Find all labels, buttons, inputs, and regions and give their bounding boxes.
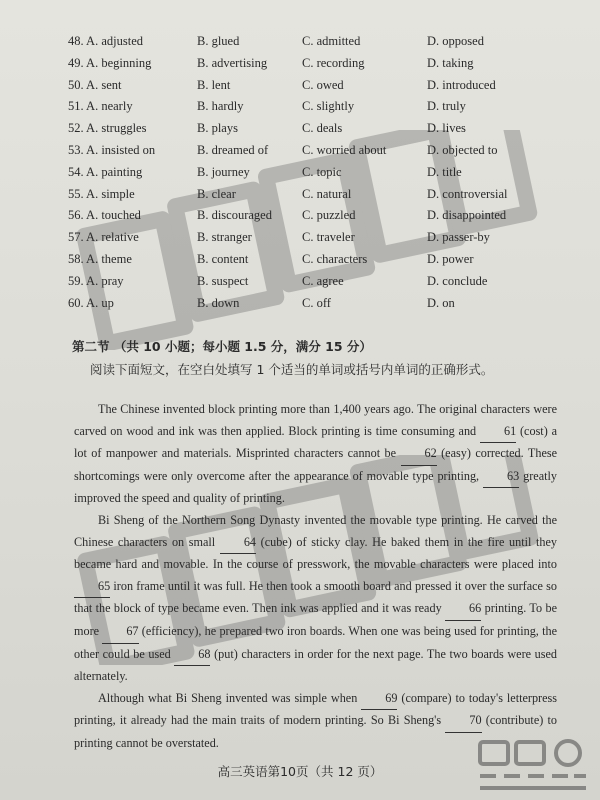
option-b: B. suspect: [197, 273, 249, 288]
option-d: D. truly: [427, 99, 466, 114]
passage-text: (put) characters in order for the next page. The two boards were used alternately.: [74, 646, 557, 684]
option-c: C. agree: [302, 273, 344, 288]
blank-67: 67: [102, 621, 138, 644]
option-a: 54. A. painting: [68, 164, 143, 179]
option-row-48: [68, 31, 568, 53]
option-b: B. discouraged: [197, 208, 272, 223]
option-row-55: [68, 184, 568, 206]
option-b: B. hardly: [197, 99, 244, 114]
option-row-59: [68, 271, 568, 293]
option-c: C. recording: [302, 55, 365, 70]
option-b: B. dreamed of: [197, 142, 269, 157]
option-b: B. glued: [197, 34, 240, 48]
option-b: B. lent: [197, 77, 231, 92]
option-row-56: [68, 205, 568, 227]
option-a: 55. A. simple: [68, 186, 135, 201]
passage-text: (contribute) to printing cannot be overstated.: [74, 713, 558, 750]
option-d: D. conclude: [427, 273, 488, 288]
option-b: B. journey: [197, 164, 250, 179]
blank-68: 68: [174, 644, 210, 667]
option-row-53: [68, 140, 568, 162]
page-footer: 高三英语第10页（共 12 页）: [217, 764, 383, 779]
option-b: B. plays: [197, 121, 238, 136]
option-d: D. disappointed: [427, 208, 507, 223]
passage-text: (efficiency), he prepared two iron boards. When one was being used for printing, the other could be used: [74, 623, 558, 661]
option-a: 52. A. struggles: [68, 121, 147, 136]
option-d: D. power: [427, 251, 474, 266]
option-c: C. topic: [302, 164, 342, 179]
option-b: B. stranger: [197, 230, 252, 245]
options-list: [68, 31, 568, 314]
passage-text: (compare) to today's letterpress printing, it already had the main traits of modern printing. So Bi Sheng's: [74, 690, 557, 728]
passage-paragraph-1: [74, 399, 557, 510]
option-c: C. characters: [302, 251, 368, 266]
option-a: 57. A. relative: [68, 230, 139, 245]
option-row-54: [68, 162, 568, 184]
option-d: D. lives: [427, 121, 466, 136]
option-a: 48. A. adjusted: [68, 34, 143, 48]
passage-text: greatly improved the speed and quality of printing.: [74, 468, 557, 506]
option-d: D. taking: [427, 55, 474, 70]
option-row-51: [68, 96, 568, 118]
passage-text: iron frame until it was full. He then took a smooth board and pressed it over the surface so that the block of type became even. Then ink was applied and it was ready: [74, 578, 557, 616]
blank-62: 62: [401, 443, 437, 466]
passage-text: (cube) of sticky clay. He baked them in the fire until they became hard and movable. In the course of presswork, the movable characters were placed into: [74, 534, 557, 572]
option-row-60: [68, 293, 568, 315]
option-row-50: [68, 75, 568, 97]
option-c: C. puzzled: [302, 208, 356, 223]
option-a: 50. A. sent: [68, 77, 122, 92]
passage-text: Although what Bi Sheng invented was simple when: [98, 690, 362, 705]
option-c: C. traveler: [302, 230, 355, 245]
option-c: C. off: [302, 295, 331, 310]
option-row-49: [68, 53, 568, 75]
option-a: 53. A. insisted on: [68, 142, 156, 157]
option-c: C. slightly: [302, 99, 355, 114]
option-d: D. controversial: [427, 186, 508, 201]
blank-63: 63: [483, 466, 519, 489]
option-d: D. on: [427, 295, 455, 310]
option-d: D. title: [427, 164, 462, 179]
option-b: B. content: [197, 251, 249, 266]
option-c: C. natural: [302, 186, 352, 201]
mxqe-logo: [474, 736, 592, 796]
section-heading: 第二节 （共 10 小题；每小题 1.5 分，满分 15 分）: [72, 339, 372, 354]
passage-paragraph-2: [74, 510, 557, 688]
reading-passage: [74, 399, 557, 755]
passage-text: printing. To be more: [74, 601, 558, 638]
option-c: C. worried about: [302, 142, 387, 157]
blank-61: 61: [480, 421, 516, 444]
blank-70: 70: [445, 710, 481, 733]
option-d: D. objected to: [427, 142, 498, 157]
option-a: 56. A. touched: [68, 208, 141, 223]
blank-66: 66: [445, 598, 481, 621]
section-instruction: 阅读下面短文，在空白处填写 1 个适当的单词或括号内单词的正确形式。: [90, 362, 494, 377]
option-c: C. deals: [302, 121, 343, 136]
option-a: 58. A. theme: [68, 251, 132, 266]
option-d: D. passer-by: [427, 230, 490, 245]
option-c: C. owed: [302, 77, 344, 92]
option-b: B. advertising: [197, 55, 268, 70]
option-a: 59. A. pray: [68, 273, 124, 288]
option-a: 60. A. up: [68, 295, 114, 310]
option-b: B. down: [197, 295, 240, 310]
passage-text: Bi Sheng of the Northern Song Dynasty invented the movable type printing. He carved the Chinese characters on small: [74, 512, 557, 549]
option-row-52: [68, 118, 568, 140]
passage-text: (easy) corrected. These shortcomings were only overcome after the appearance of movable type printing,: [74, 446, 557, 483]
option-row-58: [68, 249, 568, 271]
option-row-57: [68, 227, 568, 249]
option-c: C. admitted: [302, 34, 361, 48]
option-d: D. opposed: [427, 34, 484, 48]
option-a: 51. A. nearly: [68, 99, 133, 114]
option-d: D. introduced: [427, 77, 496, 92]
option-a: 49. A. beginning: [68, 55, 152, 70]
blank-69: 69: [361, 688, 397, 711]
option-b: B. clear: [197, 186, 236, 201]
passage-text: The Chinese invented block printing more than 1,400 years ago. The original characters were carved on wood and ink was then applied. Block printing is time consuming and: [74, 402, 557, 438]
blank-65: 65: [74, 576, 110, 599]
passage-text: (cost) a lot of manpower and materials. Misprinted characters cannot be: [74, 423, 557, 461]
blank-64: 64: [220, 532, 256, 555]
